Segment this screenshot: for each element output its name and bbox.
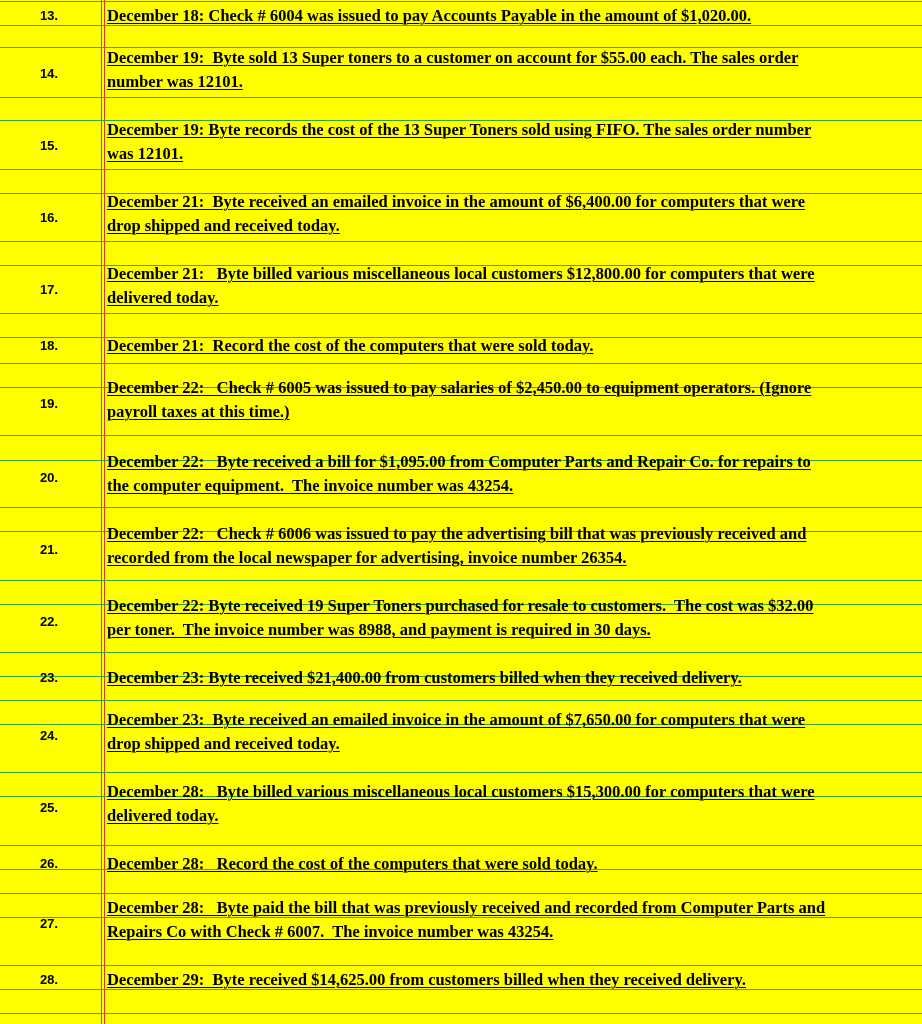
ruled-line — [0, 1, 922, 2]
margin-line — [104, 0, 105, 1024]
ruled-line — [0, 435, 922, 436]
item-text — [107, 376, 917, 424]
item-text — [107, 594, 917, 642]
item-number: 19. — [39, 396, 59, 411]
ruled-line — [0, 97, 922, 98]
item-text-line: December 22: Byte received a bill for $1,095.00 from Computer Parts and Repair Co. for repairs to — [107, 452, 811, 471]
item-text-line: recorded from the local newspaper for advertising, invoice number 26354. — [107, 548, 627, 567]
item-text-line: December 28: Record the cost of the computers that were sold today. — [107, 854, 598, 873]
ruled-line — [0, 507, 922, 508]
item-text-line: the computer equipment. The invoice number was 43254. — [107, 476, 514, 495]
ruled-line — [0, 363, 922, 364]
item-text-line: December 19: Byte sold 13 Super toners to a customer on account for $55.00 each. The sales order — [107, 48, 799, 67]
item-text — [107, 450, 917, 498]
item-number: 25. — [39, 800, 59, 815]
ruled-line — [0, 965, 922, 966]
item-number: 16. — [39, 210, 59, 225]
item-number: 20. — [39, 470, 59, 485]
item-text — [107, 262, 917, 310]
ruled-line — [0, 772, 922, 773]
item-number: 24. — [39, 728, 59, 743]
item-text — [107, 708, 917, 756]
item-text-line: December 21: Byte billed various miscellaneous local customers $12,800.00 for computers that were — [107, 264, 815, 283]
item-text-line: December 21: Record the cost of the computers that were sold today. — [107, 336, 594, 355]
ruled-line — [0, 700, 922, 701]
item-number: 15. — [39, 138, 59, 153]
item-text-line: December 22: Byte received 19 Super Toners purchased for resale to customers. The cost was $32.00 — [107, 596, 814, 615]
item-text-line: December 18: Check # 6004 was issued to pay Accounts Payable in the amount of $1,020.00. — [107, 6, 752, 25]
item-number: 17. — [39, 282, 59, 297]
item-text — [107, 896, 917, 944]
item-number: 13. — [39, 8, 59, 23]
item-text — [107, 852, 917, 876]
item-number: 28. — [39, 972, 59, 987]
item-text-line: December 23: Byte received an emailed invoice in the amount of $7,650.00 for computers that were — [107, 710, 806, 729]
ruled-line — [0, 652, 922, 653]
ruled-line — [0, 241, 922, 242]
item-text-line: number was 12101. — [107, 72, 243, 91]
item-text-line: Repairs Co with Check # 6007. The invoice number was 43254. — [107, 922, 554, 941]
item-text-line: December 23: Byte received $21,400.00 from customers billed when they received delivery. — [107, 668, 742, 687]
item-text — [107, 118, 917, 166]
ruled-line — [0, 1013, 922, 1014]
item-text-line: December 22: Check # 6005 was issued to pay salaries of $2,450.00 to equipment operators. (Ignore — [107, 378, 812, 397]
item-number: 27. — [39, 916, 59, 931]
item-number: 18. — [39, 338, 59, 353]
item-text — [107, 522, 917, 570]
item-number: 14. — [39, 66, 59, 81]
item-text-line: delivered today. — [107, 806, 219, 825]
ruled-line — [0, 169, 922, 170]
item-text-line: December 21: Byte received an emailed invoice in the amount of $6,400.00 for computers that were — [107, 192, 806, 211]
item-text-line: December 28: Byte billed various miscellaneous local customers $15,300.00 for computers that were — [107, 782, 815, 801]
item-text — [107, 780, 917, 828]
item-number: 26. — [39, 856, 59, 871]
item-text — [107, 666, 917, 690]
item-text — [107, 46, 917, 94]
ruled-line — [0, 893, 922, 894]
item-number: 21. — [39, 542, 59, 557]
item-text-line: delivered today. — [107, 288, 219, 307]
item-text — [107, 190, 917, 238]
item-text-line: December 29: Byte received $14,625.00 from customers billed when they received delivery. — [107, 970, 746, 989]
item-text-line: December 19: Byte records the cost of the 13 Super Toners sold using FIFO. The sales order number — [107, 120, 812, 139]
item-text-line: drop shipped and received today. — [107, 216, 340, 235]
item-text — [107, 968, 917, 992]
item-text — [107, 334, 917, 358]
item-number: 23. — [39, 670, 59, 685]
ruled-line — [0, 580, 922, 581]
ruled-line — [0, 313, 922, 314]
item-text-line: drop shipped and received today. — [107, 734, 340, 753]
item-number: 22. — [39, 614, 59, 629]
item-text-line: December 28: Byte paid the bill that was previously received and recorded from Computer Parts and — [107, 898, 826, 917]
margin-line — [101, 0, 102, 1024]
item-text-line: was 12101. — [107, 144, 184, 163]
ruled-line — [0, 845, 922, 846]
item-text — [107, 4, 917, 28]
item-text-line: payroll taxes at this time.) — [107, 402, 290, 421]
item-text-line: December 22: Check # 6006 was issued to pay the advertising bill that was previously received and — [107, 524, 807, 543]
item-text-line: per toner. The invoice number was 8988, and payment is required in 30 days. — [107, 620, 651, 639]
